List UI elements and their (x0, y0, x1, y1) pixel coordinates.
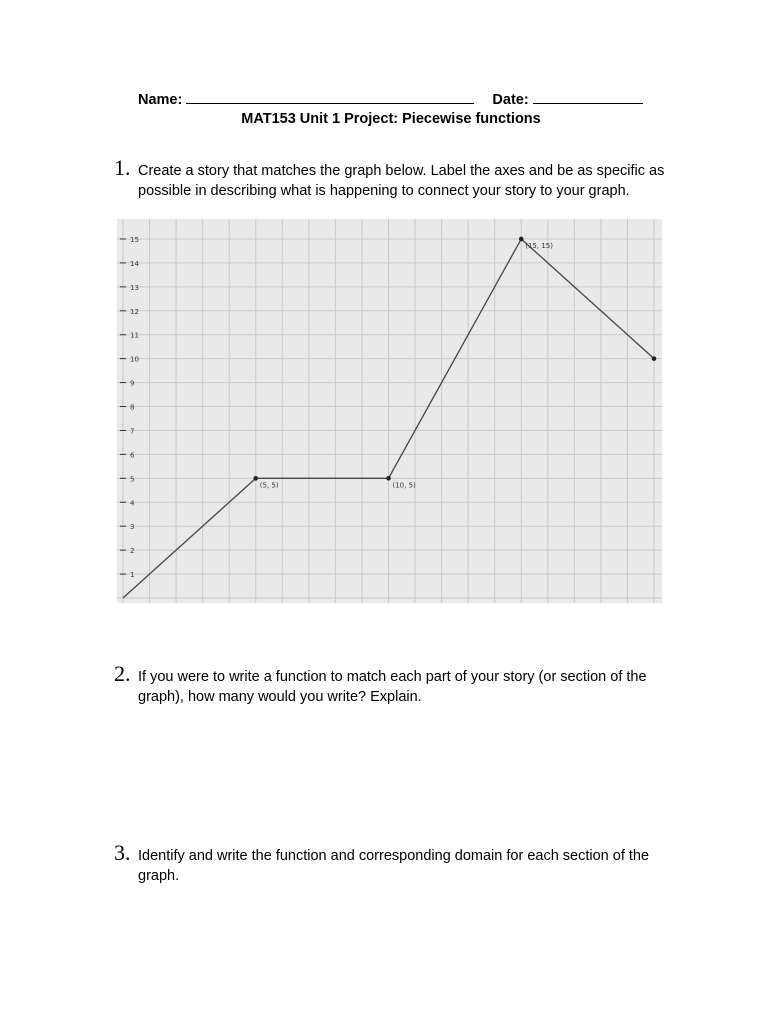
y-tick-label: 5 (130, 475, 135, 484)
question-1 (114, 155, 694, 201)
y-tick-label: 10 (130, 355, 139, 364)
date-blank[interactable] (533, 91, 643, 104)
y-tick-label: 14 (130, 259, 139, 268)
y-tick-label: 6 (130, 451, 135, 460)
question-2 (114, 661, 694, 707)
data-point (253, 476, 258, 481)
question-text: Create a story that matches the graph below. Label the axes and be as specific as possible in describing what is happening to connect your story to your graph. (138, 163, 665, 199)
page-title: MAT153 Unit 1 Project: Piecewise functions (241, 111, 541, 127)
date-label: Date: (492, 92, 529, 108)
y-tick-label: 11 (130, 331, 139, 340)
name-blank[interactable] (186, 91, 474, 104)
y-tick-label: 15 (130, 235, 139, 244)
piecewise-graph (117, 219, 662, 603)
data-point (386, 476, 391, 481)
y-tick-label: 12 (130, 307, 139, 316)
question-text: Identify and write the function and corresponding domain for each section of the graph. (138, 848, 650, 884)
y-tick-label: 2 (130, 547, 135, 556)
y-tick-label: 7 (130, 427, 135, 436)
y-tick-label: 4 (130, 499, 135, 508)
name-date-line (138, 91, 643, 108)
data-point (652, 356, 657, 361)
y-tick-label: 1 (130, 571, 135, 580)
question-number: 2. (114, 661, 131, 686)
question-3 (114, 840, 694, 886)
point-label: (15, 15) (525, 241, 553, 250)
question-number: 3. (114, 840, 131, 865)
question-number: 1. (114, 155, 131, 180)
plot-background (117, 219, 662, 603)
data-point (519, 237, 524, 242)
y-tick-label: 8 (130, 403, 135, 412)
point-label: (10, 5) (392, 481, 416, 490)
point-label: (5, 5) (259, 481, 279, 490)
name-label: Name: (138, 92, 183, 108)
y-tick-label: 3 (130, 523, 135, 532)
y-tick-label: 13 (130, 283, 139, 292)
question-text: If you were to write a function to match each part of your story (or section of the graph), how many would you write? Explain. (138, 669, 647, 705)
y-tick-label: 9 (130, 379, 135, 388)
